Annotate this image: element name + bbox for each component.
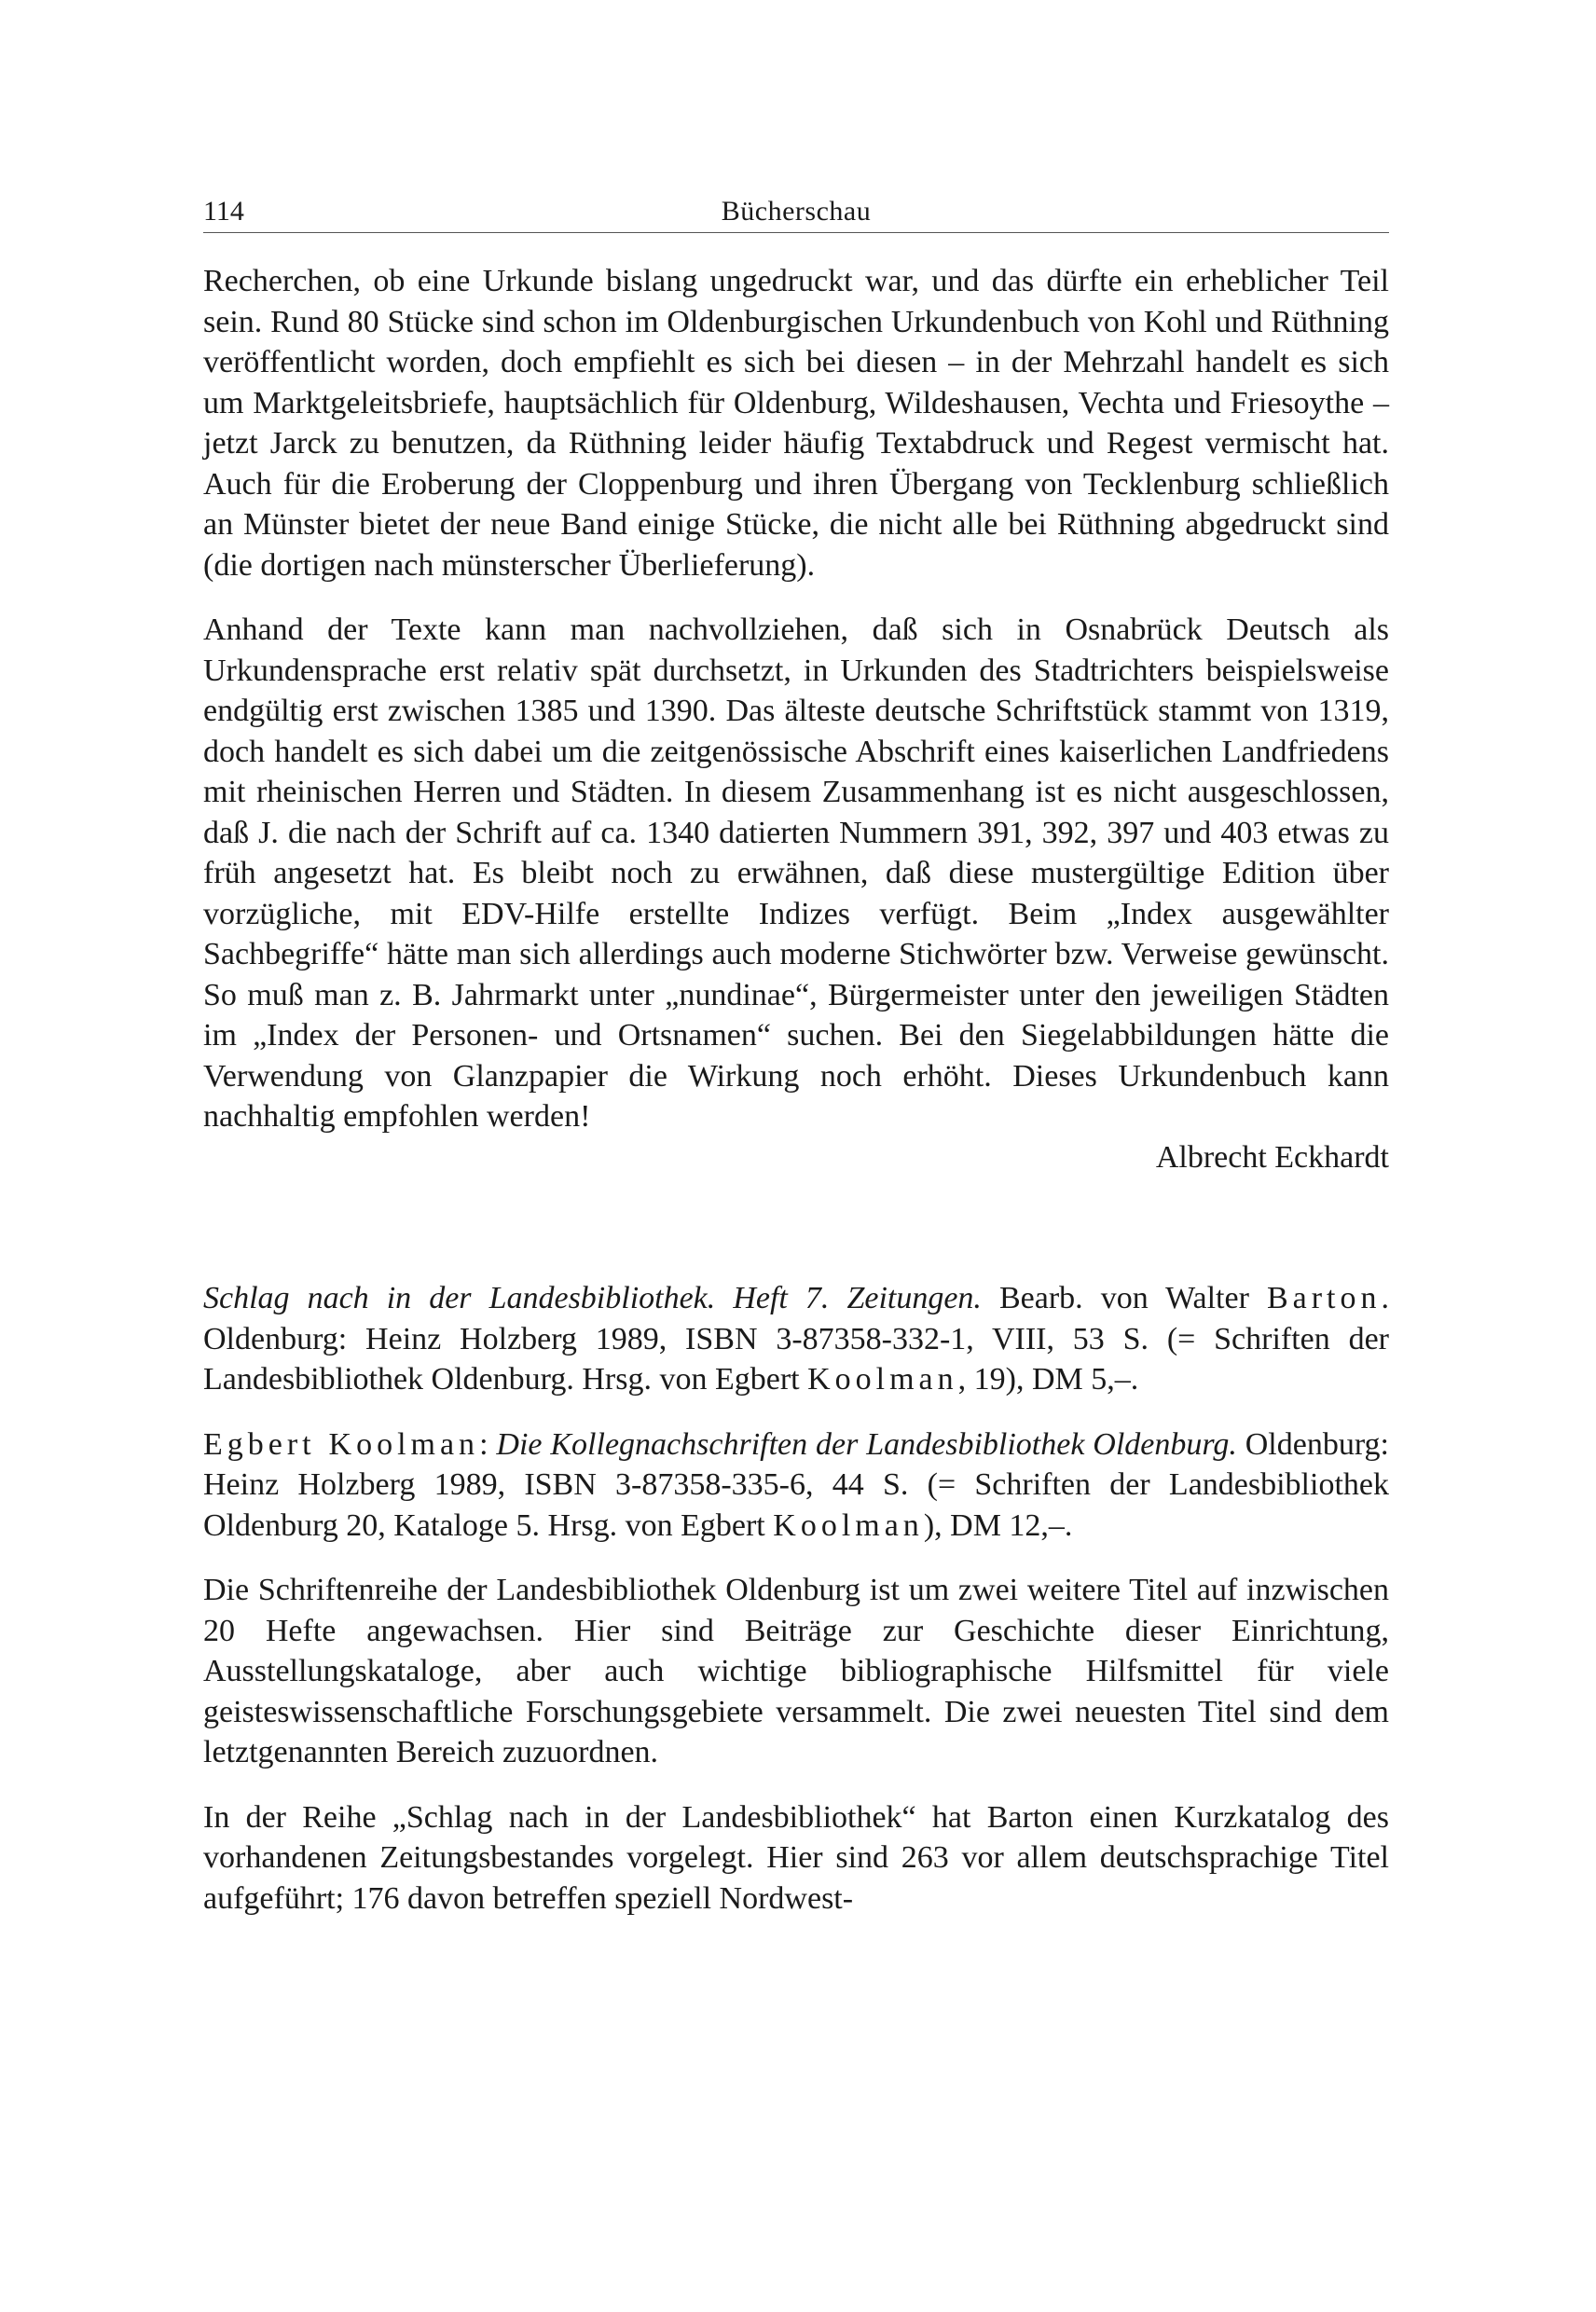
entry2-title: Die Kollegnachschriften der Landesbibliothek Oldenburg. (496, 1426, 1237, 1462)
page-number: 114 (203, 196, 244, 227)
entry2-editor-name: Koolman (773, 1507, 924, 1543)
entry2-author: Egbert Koolman (203, 1426, 480, 1462)
review2-paragraph-2: In der Reihe „Schlag nach in der Landesbibliothek“ hat Barton einen Kurzkatalog des vorhandenen Zeitungsbestandes vorgelegt. Hier sind 263 vor allem deutschsprachige Titel aufgeführt; 176 davon betreffen speziell Nordwest- (203, 1799, 1389, 1916)
entry1-author-name: Barton (1266, 1281, 1382, 1315)
review1-signature: Albrecht Eckhardt (1155, 1139, 1389, 1175)
review2-paragraph-1: Die Schriftenreihe der Landesbibliothek Oldenburg ist um zwei weitere Titel auf inzwischen 20 Hefte angewachsen. Hier sind Beiträge zur Geschichte dieser Einrichtung, Ausstellungskataloge, aber auch wichtige bibliographische Hilfsmittel für viele geisteswissenschaftliche Forschungsgebiete versammelt. Die zwei neuesten Titel sind dem letztgenannten Bereich zuzuordnen. (203, 1573, 1389, 1769)
entry1-text-before-name: Bearb. von Walter (981, 1281, 1267, 1315)
entry2-colon: : (479, 1426, 497, 1462)
running-head (203, 191, 1389, 233)
entry1-text-after-name: . Oldenburg: Heinz Holzberg 1989, ISBN 3-87358-332-1, VIII, 53 S. (= Schriften der Landesbibliothek Oldenburg. Hrsg. von Egbert (203, 1281, 1389, 1397)
entry2-text-middle: Oldenburg: Heinz Holzberg 1989, ISBN 3-87358-335-6, 44 S. (= Schriften der Landesbibliothek Oldenburg 20, Kataloge 5. Hrsg. von Egbert (203, 1426, 1389, 1543)
entry2-text-end: ), DM 12,–. (923, 1507, 1073, 1543)
entry1-text-end: , 19), DM 5,–. (957, 1362, 1139, 1397)
book-page (203, 191, 1389, 1943)
review1-paragraph-1: Recherchen, ob eine Urkunde bislang ungedruckt war, und das dürfte ein erheblicher Teil sein. Rund 80 Stücke sind schon im Oldenburgischen Urkundenbuch von Kohl und Rüthning veröffentlicht worden, doch empfiehlt es sich bei diesen – in der Mehrzahl handelt es sich um Marktgeleitsbriefe, hauptsächlich für Oldenburg, Wildeshausen, Vechta und Friesoythe – jetzt Jarck zu benutzen, da Rüthning leider häufig Textabdruck und Regest vermischt hat. Auch für die Eroberung der Cloppenburg und ihren Übergang von Tecklenburg schließlich an Münster bietet der neue Band einige Stücke, die nicht alle bei Rüthning abgedruckt sind (die dortigen nach münsterscher Überlieferung). (203, 264, 1389, 583)
running-title: Bücherschau (721, 196, 872, 227)
entry1-editor-name: Koolman (807, 1362, 958, 1397)
review-landesbibliothek (203, 1278, 1389, 1919)
entry1-title: Schlag nach in der Landesbibliothek. Heft 7. Zeitungen. (203, 1281, 982, 1315)
bibliographic-entry-1 (203, 1278, 1389, 1400)
review-eckhardt (203, 261, 1389, 1177)
bibliographic-entry-2 (203, 1424, 1389, 1547)
review1-paragraph-2: Anhand der Texte kann man nachvollziehen, daß sich in Osnabrück Deutsch als Urkundensprache erst relativ spät durchsetzt, in Urkunden des Stadtrichters beispielsweise endgültig erst zwischen 1385 und 1390. Das älteste deutsche Schriftstück stammt von 1319, doch handelt es sich dabei um die zeitgenössische Abschrift eines kaiserlichen Landfriedens mit rheinischen Herren und Städten. In diesem Zusammenhang ist es nicht ausgeschlossen, daß J. die nach der Schrift auf ca. 1340 datierten Nummern 391, 392, 397 und 403 etwas zu früh angesetzt hat. Es bleibt noch zu erwähnen, daß diese mustergültige Edition über vorzügliche, mit EDV-Hilfe erstellte Indizes verfügt. Beim „Index ausgewählter Sachbegriffe“ hätte man sich allerdings auch moderne Stichwörter bzw. Verweise gewünscht. So muß man z. B. Jahrmarkt unter „nundinae“, Bürgermeister unter den jeweiligen Städten im „Index der Personen- und Ortsnamen“ suchen. Bei den Siegelabbildungen hätte die Verwendung von Glanzpapier die Wirkung noch erhöht. Dieses Urkundenbuch kann nachhaltig empfohlen werden! (203, 612, 1389, 1134)
